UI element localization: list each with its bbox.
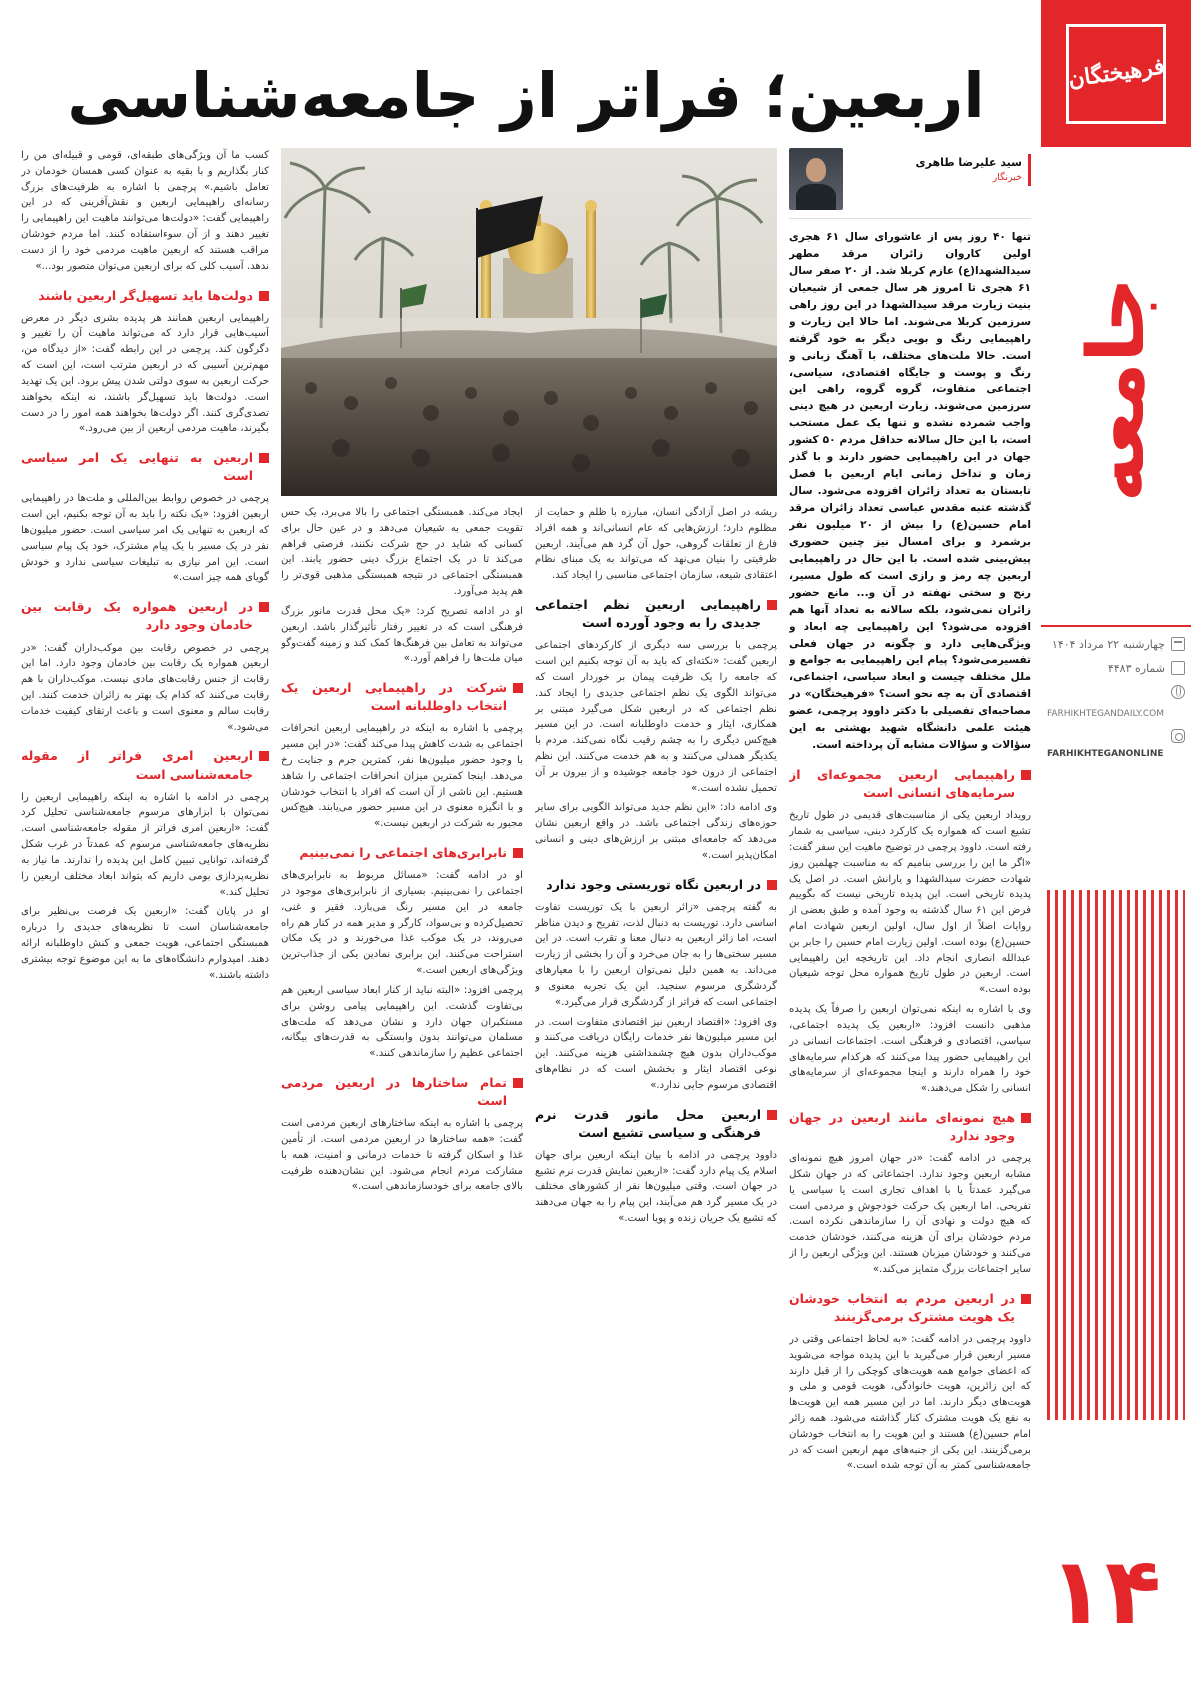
subheading: تمام ساختارها در اربعین مردمی است [281, 1074, 523, 1110]
masthead-block [1041, 0, 1191, 147]
subheading: اربعین به تنهایی یک امر سیاسی است [21, 449, 269, 485]
author-info [851, 154, 1031, 186]
paragraph: رویداد اربعین یکی از مناسبت‌های قدیمی در طول تاریخ تشیع است که همواره یک کارکرد دینی، سیاسی به شمار رفته است. داوود پرچمی در توضیح ماهیت این سفر گفت: «اگر ما این را بررسی بنامیم که به مناسبت چهلمین روز شهادت حضرت سیدالشهدا و یارانش است. در اصل یک پدیده تاریخی است. این پدیده تاریخی نیست که بگوییم فرض این ۶۱ سال گذشته به وجود آمده و طبق بعضی از روایات اصلاً از اول سال، اولین اربعین شهادت امام حسین(ع) بوده است. اولین زیارت امام حسین را جابر بن عبدالله انصاری انجام داد. این تاریخچه این راهپیمایی است. اربعین در طول تاریخ همواره محل توجه شیعیان بوده است.» [789, 810, 1031, 996]
subheading: در اربعین مردم به انتخاب خودشان یک هویت مشترک برمی‌گزینند [789, 1290, 1031, 1326]
paragraph: راهپیمایی اربعین همانند هر پدیده بشری دیگر در معرض آسیب‌هایی قرار دارد که می‌تواند ماهیت آن را تغییر و دگرگون کند. پرچمی در این رابطه گفت: «از دیدگاه من، مهم‌ترین آسیبی که در اربعین مترتب است، این است که حرکت اربعین به سوی دولتی شدن پیش برود. این یک تهدید است. دولت‌ها باید تسهیل‌گر باشند، نه اینکه بخواهند تصدی‌گری کنند. اگر دولت‌ها بخواهند همه امور را در دست بگیرند، ماهیت مردمی اربعین از بین می‌رود.» [21, 312, 269, 435]
column-1 [789, 148, 1031, 1698]
author-byline [789, 148, 1031, 219]
sidebar-strip [1041, 0, 1191, 1700]
pilgrims-photo-illustration [281, 148, 777, 496]
website-url[interactable]: FARHIKHTEGANDAILY.COM [1047, 709, 1164, 719]
author-role: خبرنگار [992, 172, 1022, 184]
globe-icon [1171, 685, 1185, 699]
paragraph: پرچمی در خصوص روابط بین‌المللی و ملت‌ها در راهپیمایی اربعین افزود: «یک نکته را باید به آن توجه بکنیم، این است که اربعین به تنهایی یک امر سیاسی است. حضور میلیون‌ها نفر در یک مسیر با یک پیام مشترک، خود یک پیام سیاسی است. این امر نیازی به تبلیغات سیاسی ندارد و خودش گویای همه چیز است.» [21, 493, 269, 584]
paragraph: پرچمی افزود: «البته نباید از کنار ابعاد سیاسی اربعین هم بی‌تفاوت گذشت. این راهپیمایی پیامی روشن برای مستکبران جهان دارد و نشان می‌دهد که ملت‌های مسلمان می‌توانند بدون وابستگی به قدرت‌های بیگانه، اجتماعی عظیم را سازماندهی کنند.» [281, 984, 523, 1060]
article-photo [281, 148, 777, 496]
paragraph: پرچمی در خصوص رقابت بین موکب‌داران گفت: «در اربعین همواره یک رقابت بین خادمان وجود دارد. اما این رقابت از جنس رقابت‌های مادی نیست. موکب‌داران با هم رقابت می‌کنند که کدام یک بهتر به زائران خدمت کنند. این رقابت سالم و معنوی است و باعث ارتقای کیفیت خدمات می‌شود.» [21, 642, 269, 733]
website-row[interactable] [1047, 685, 1185, 699]
subheading: شرکت در راهپیمایی اربعین یک انتخاب داوطلبانه است [281, 679, 523, 715]
main-content [21, 0, 1031, 1700]
paragraph: داوود پرچمی در ادامه گفت: «به لحاظ اجتماعی وقتی در مسیر اربعین قرار می‌گیرید با این پدیده مواجه می‌شوید که اعضای جوامع همه هویت‌های کوچکی را از قبل دارند که این زائرین، هویت خانوادگی، هویت قومی و ملی و هویت‌های دیگر دارند. اما در این مسیر همه این هویت‌ها به نفع یک هویت مشترک کنار گذاشته می‌شود. همه زائر امام حسین(ع) هستند و این هویت را به انتخاب خودشان برمی‌گزینند. این یکی از جنبه‌های مهم اربعین است که در جامعه‌شناسی کمتر به آن توجه شده است.» [789, 1333, 1031, 1472]
instagram-icon [1171, 729, 1185, 743]
issue-date: چهارشنبه ۲۲ مرداد ۱۴۰۴ [1051, 637, 1165, 651]
subheading: نابرابری‌های اجتماعی را نمی‌بینیم [281, 844, 523, 862]
paragraph: به گفته پرچمی «زائر اربعین با یک توریست تفاوت اساسی دارد. توریست به دنبال لذت، تفریح و دیدن مناظر است، اما زائر اربعین به دنبال معنا و تقرب است. در این مسیر سختی‌ها را به جان می‌خرد و آن را بخشی از زیارت می‌داند. به همین دلیل نمی‌توان اربعین را با معیارهای گردشگری مرسوم سنجید. این یک تجربه معنوی و اجتماعی است که فراتر از گردشگری قرار می‌گیرد.» [535, 901, 777, 1008]
issue-meta [1041, 625, 1191, 759]
author-name: سید علیرضا طاهری [915, 156, 1022, 169]
subheading: راهپیمایی اربعین مجموعه‌ای از سرمایه‌های انسانی است [789, 766, 1031, 802]
subheading: در اربعین همواره یک رقابت بین خادمان وجود دارد [21, 598, 269, 634]
paragraph: پرچمی در ادامه گفت: «در جهان امروز هیچ نمونه‌ای مشابه اربعین وجود ندارد. اجتماعاتی که در جهان شکل می‌گیرد عمدتاً یا با اهداف تجاری است یا سیاسی یا تفریحی. اما اربعین یک حرکت خودجوش و مردمی است که هیچ دولت و نهادی آن را سازماندهی نکرده است. مردم خودشان برای آن هزینه می‌کنند، خودشان خدمت می‌کنند و خودشان میزبان هستند. این ویژگی اربعین را از سایر اجتماعات بزرگ متمایز می‌کند.» [789, 1153, 1031, 1275]
issue-number: شماره ۴۴۸۳ [1107, 661, 1165, 675]
paragraph: ایجاد می‌کند. همبستگی اجتماعی را بالا می‌برد، یک حس تقویت جمعی به شیعیان می‌دهد و در عین حال برای کسانی که شاید در حج شرکت نکنند، فرصتی فراهم می‌کند تا در یک اجتماع بزرگ دینی حضور یابند. این همبستگی اجتماعی در نتیجه همبستگی مذهبی قوی‌تر را هم پدید می‌آورد. [281, 507, 523, 598]
page-number: ۱۴ [1048, 1538, 1161, 1645]
paragraph: پرچمی با بررسی سه دیگری از کارکردهای اجتماعی اربعین گفت: «نکته‌ای که باید به آن توجه بکنیم این است که جامعه را یک ظرفیت پیمان بر خوردار است که می‌تواند الگوی یک نظم اجتماعی جدیدی را ایجاد کند. نظم اجتماعی که در اربعین شکل می‌گیرد مبتنی بر همکاری، ایثار و خدمت داوطلبانه است. در این مسیر هیچ‌کس دیگری را به چشم رقیب نگاه نمی‌کند. مردم با یکدیگر همدلی می‌کنند و به هم خدمت می‌کنند. این نظم اجتماعی از درون خود جامعه جوشیده و از بیرون بر آن تحمیل نشده است.» [535, 640, 777, 794]
paragraph: کسب ما آن ویژگی‌های طبقه‌ای، قومی و قبیله‌ای من را کنار بگذاریم و با بقیه به عنوان کسی همسان خودمان در تعامل باشیم.» پرچمی با اشاره به ظرفیت‌های بزرگ رسانه‌ای راهپیمایی اربعین و نقش‌آفرینی که در این راهپیمایی گفت: «دولت‌ها می‌توانند ماهیت این راهپیمایی را تغییر دهند و از آن سوءاستفاده کنند. اما مردم خودشان مراقب هستند که اربعین ماهیت مردمی خود را از دست ندهد. آسیب کلی که برای اربعین می‌توان متصور بود...» [21, 150, 269, 272]
decorative-stripes [1047, 890, 1185, 1420]
column-3 [281, 505, 523, 1698]
newspaper-logo[interactable] [1066, 24, 1166, 124]
date-row [1047, 637, 1185, 651]
instagram-row[interactable] [1047, 729, 1185, 743]
column-4 [21, 148, 269, 1698]
subheading: دولت‌ها باید تسهیل‌گر اربعین باشند [21, 287, 269, 305]
section-title [1072, 175, 1162, 605]
paragraph: او در ادامه گفت: «مسائل مربوط به نابرابری‌های اجتماعی را نمی‌بینیم. بسیاری از نابرابری‌های موجود در جامعه در این مسیر رنگ می‌بازد. فقیر و غنی، تحصیل‌کرده و بی‌سواد، کارگر و مدیر همه در کنار هم راه می‌روند، در یک موکب غذا می‌خورند و در یک مکان استراحت می‌کنند. این برابری نمادین یکی از جذاب‌ترین ویژگی‌های اربعین است.» [281, 870, 523, 977]
calendar-icon [1171, 637, 1185, 651]
section-name: جامعه [1072, 277, 1162, 503]
column-2 [535, 505, 777, 1698]
author-avatar [789, 148, 843, 210]
instagram-handle[interactable]: FARHIKHTEGANONLINE [1047, 749, 1164, 759]
paragraph: وی ادامه داد: «این نظم جدید می‌تواند الگویی برای سایر حوزه‌های زندگی اجتماعی باشد. در واقع اربعین نشان می‌دهد که جامعه‌ای مبتنی بر ارزش‌های دینی و انسانی امکان‌پذیر است.» [535, 802, 777, 861]
page-headline: اربعین؛ فراتر از جامعه‌شناسی [67, 59, 985, 132]
subheading: در اربعین نگاه توریستی وجود ندارد [535, 876, 777, 894]
paragraph: او در پایان گفت: «اربعین یک فرصت بی‌نظیر برای جامعه‌شناسان است تا نظریه‌های جدیدی را درباره همبستگی اجتماعی، هویت جمعی و کنش داوطلبانه ارائه دهند. امیدوارم دانشگاه‌های ما به این موضوع توجه بیشتری داشته باشند.» [21, 906, 269, 981]
paragraph: پرچمی با اشاره به اینکه ساختارهای اربعین مردمی است گفت: «همه ساختارها در اربعین مردمی است. از تأمین غذا و اسکان گرفته تا خدمات درمانی و امنیت، همه با مشارکت مردم انجام می‌شود. این نشان‌دهنده ظرفیت بالای جامعه برای خودسازماندهی است.» [281, 1118, 523, 1193]
subheading: راهپیمایی اربعین نظم اجتماعی جدیدی را به وجود آورده است [535, 596, 777, 632]
paragraph: او در ادامه تصریح کرد: «یک محل قدرت مانور بزرگ فرهنگی است که در تغییر رفتار تأثیرگذار باشد. اربعین می‌تواند به تعامل بین فرهنگ‌ها کمک کند و زمینه گفت‌وگو میان ملت‌ها را فراهم آورد.» [281, 605, 523, 665]
paragraph: وی افزود: «اقتصاد اربعین نیز اقتصادی متفاوت است. در این مسیر میلیون‌ها نفر خدمات رایگان دریافت می‌کنند و موکب‌داران بدون هیچ چشمداشتی هزینه می‌کنند. این نوعی اقتصاد ایثار و بخشش است که در نظام‌های اقتصادی مرسوم جایی ندارد.» [535, 1016, 777, 1091]
logo-text: فرهیختگان [1066, 53, 1166, 94]
paragraph: پرچمی در ادامه با اشاره به اینکه راهپیمایی اربعین را نمی‌توان با ابزارهای مرسوم جامعه‌شناسی تحلیل کرد گفت: «اربعین امری فراتر از مقوله جامعه‌شناسی است. نظریه‌های جامعه‌شناسی مرسوم که عمدتاً در غرب شکل گرفته‌اند، توانایی تبیین کامل این پدیده را ندارند. ما نیاز به نظریه‌پردازی بومی داریم که بتواند ابعاد مختلف اربعین را تحلیل کند.» [21, 791, 269, 898]
paragraph: وی با اشاره به اینکه نمی‌توان اربعین را صرفاً یک پدیده مذهبی دانست افزود: «اربعین یک پدیده اجتماعی، سیاسی، اقتصادی و فرهنگی است. اجتماعات انسانی در این راهپیمایی حضور پیدا می‌کنند که هرکدام سرمایه‌های خود را همراه دارند و اینجا مجموعه‌ای از سرمایه‌های انسانی را شکل می‌دهند.» [789, 1004, 1031, 1095]
article-lead: تنها ۴۰ روز پس از عاشورای سال ۶۱ هجری اولین کاروان زائران مرقد مطهر سیدالشهدا(ع) عازم کربلا شد. از ۲۰ صفر سال ۶۱ هجری تا امروز هر سال جمعی از شیعیان بنیت زیارت مرقد سیدالشهدا در این روز راهی سرزمین کربلا می‌شوند. اما حالا این زیارت و راهپیمایی رنگ و بویی دیگر به خود گرفته است. حالا ملت‌های مختلف، با آهنگ زبانی و رنگ و پوست و جایگاه اقتصادی، سیاسی، اجتماعی متفاوت، گروه گروه، راهی این سرزمین می‌شوند. زیارت اربعین در هیچ دینی واجب شمرده نشده و تنها یک عمل مستحب است، با این حال سالانه حداقل مردم ۵۰ کشور جهان در این راهپیمایی حضور دارند و با گذر زمان و تداخل زمانی ایام اربعین با فصل تابستان به تعداد زائران افزوده می‌شود. سال گذشته عتبه مقدس عباسی تعداد زائران مرقد امام حسین(ع) را بیش از ۲۰ میلیون نفر برشمرد و برای امسال نیز چنین حضوری پیش‌بینی شده است. با این حال در راهپیمایی اربعین چه رمز و رازی است که طول مسیر، رنج و سختی نهفته در آن و... مانع حضور زائران نمی‌شود، بلکه سالانه به تعداد آنها هم افزوده می‌شود؟ این راهپیمایی چه ابعاد و ویژگی‌هایی دارد و چگونه در جهان فعلی تفسیرمی‌شود؟ پیام این راهپیمایی به جوامع و ملل مختلف چیست و ابعاد سیاسی، اجتماعی، اقتصادی آن به چه نحو است؟ «فرهیختگان» در مصاحبه‌ای تفصیلی با دکتر داوود پرچمی، عضو هیئت علمی دانشگاه شهید بهشتی به این سؤالات و سؤالات مشابه آن پرداخته است. [789, 231, 1031, 752]
paragraph: پرچمی با اشاره به اینکه در راهپیمایی اربعین انحرافات اجتماعی به شدت کاهش پیدا می‌کند گفت: «در این مسیر با وجود حضور میلیون‌ها نفر، کمترین جرم و جنایت رخ می‌دهد. اینجا کمترین میزان انحرافات اجتماعی را شاهد هستیم. این ناشی از آن است که افراد با انتخاب خودشان و با انگیزه معنوی در این مسیر حضور می‌یابند. هیچ‌کس مجبور به شرکت در اربعین نیست.» [281, 723, 523, 830]
subheading: اربعین امری فراتر از مقوله جامعه‌شناسی است [21, 747, 269, 783]
paragraph: داوود پرچمی در ادامه با بیان اینکه اربعین برای جهان اسلام یک پیام دارد گفت: «اربعین نمایش قدرت نرم تشیع در جهان است. وقتی میلیون‌ها نفر از کشورهای مختلف در یک مسیر گرد هم می‌آیند، این پیام را به جهان می‌دهند که تشیع یک جریان زنده و پویا است.» [535, 1149, 777, 1225]
subheading: اربعین محل مانور قدرت نرم فرهنگی و سیاسی تشیع است [535, 1106, 777, 1142]
subheading: هیچ نمونه‌ای مانند اربعین در جهان وجود ندارد [789, 1109, 1031, 1145]
paragraph: ریشه در اصل آزادگی انسان، مبارزه با ظلم و حمایت از مظلوم دارد؛ ارزش‌هایی که عام انسانی‌اند و همه افراد فارغ از تعلقات گروهی، حول آن گرد هم می‌آیند. اربعین ظرفیتی را بنیان می‌نهد که می‌تواند به یک مبنای نظام اعتقادی شیعه، سازمان اجتماعی مناسبی را ایجاد کند. [535, 507, 777, 582]
issue-row [1047, 661, 1185, 675]
newspaper-icon [1171, 661, 1185, 675]
